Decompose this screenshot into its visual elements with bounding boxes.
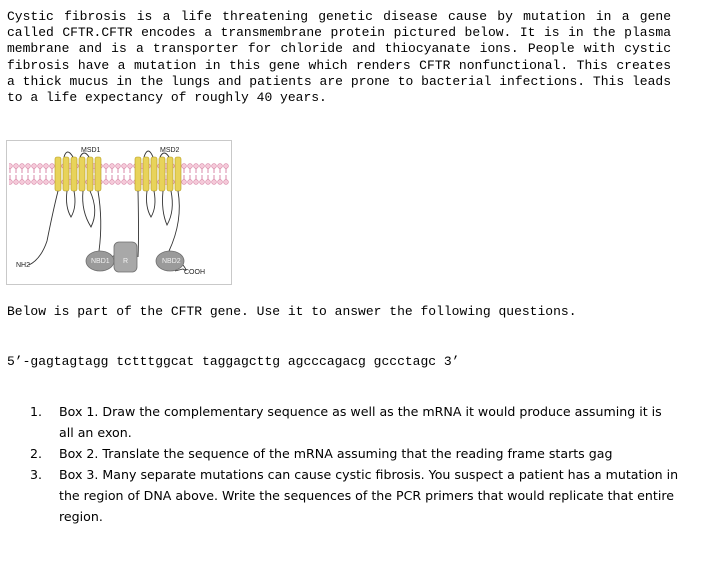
instruction-text: Below is part of the CFTR gene. Use it to answer the following questions.	[7, 304, 577, 319]
cooh-label: COOH	[184, 269, 205, 276]
r-label: R	[123, 258, 129, 265]
msd1-label: MSD1	[81, 147, 101, 154]
question-text: Box 2. Translate the sequence of the mRNA assuming that the reading frame starts gag	[59, 446, 613, 461]
question-item	[30, 464, 680, 527]
plasma-membrane	[9, 163, 229, 185]
question-text: Box 1. Draw the complementary sequence as well as the mRNA it would produce assuming it is all an exon.	[59, 404, 662, 440]
extracellular-loops	[64, 151, 169, 157]
r-domain	[114, 242, 137, 272]
intro-paragraph: Cystic fibrosis is a life threatening genetic disease cause by mutation in a gene called CFTR.CFTR encodes a transmembrane protein pictured below. It is in the plasma membrane and is a transporter for chloride and thiocyanate ions. People with cystic fibrosis have a mutation in this gene which renders CFTR nonfunctional. This creates a thick mucus in the lungs and patients are prone to bacterial infections. This leads to a life expectancy of roughly 40 years.	[7, 9, 671, 106]
question-item	[30, 401, 680, 443]
nbd1-label: NBD1	[91, 258, 110, 265]
cftr-protein-figure	[6, 140, 232, 285]
nbd2-label: NBD2	[162, 258, 181, 265]
msd2-label: MSD2	[160, 147, 180, 154]
question-text: Box 3. Many separate mutations can cause cystic fibrosis. You suspect a patient has a mutation in the region of DNA above. Write the sequences of the PCR primers that would replicate that entire region.	[59, 467, 679, 524]
question-item	[30, 443, 680, 464]
dna-sequence: 5’-gagtagtagg tctttggcat taggagcttg agcccagacg gccctagc 3’	[7, 354, 460, 369]
question-number: 2.	[30, 446, 43, 461]
question-list	[30, 401, 680, 527]
cftr-diagram	[7, 141, 231, 284]
nh2-label: NH2	[16, 262, 31, 269]
question-number: 1.	[30, 404, 43, 419]
question-number: 3.	[30, 467, 43, 482]
